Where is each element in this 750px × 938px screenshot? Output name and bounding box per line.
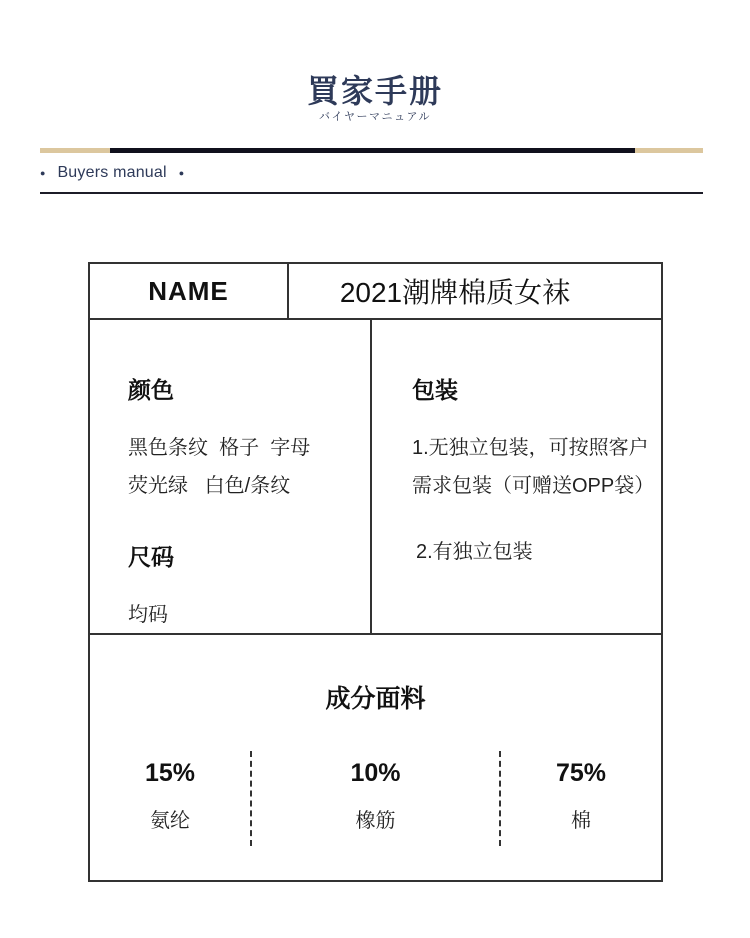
bar-tan-left-segment <box>40 148 110 153</box>
composition-item-cotton <box>499 751 661 846</box>
composition-percent: 75% <box>555 759 607 787</box>
packaging-item2: 2.有独立包装 <box>416 541 533 563</box>
composition-percent: 10% <box>350 759 401 787</box>
packaging-heading: 包装 <box>412 377 458 403</box>
composition-item-elastic <box>250 751 499 846</box>
composition-heading: 成分面料 <box>325 685 426 713</box>
composition-columns <box>90 751 661 846</box>
name-row <box>90 264 661 320</box>
color-line-1: 黑色条纹 格子 字母 <box>128 437 311 459</box>
decorative-bar <box>40 148 703 153</box>
bar-tan-right-segment <box>635 148 703 153</box>
bullet-right-icon: ● <box>178 167 185 178</box>
section-label: Buyers manual <box>57 164 167 181</box>
packaging-cell <box>372 320 661 633</box>
color-line-2: 荧光绿 白色/条纹 <box>128 475 291 497</box>
bullet-left-icon: ● <box>40 167 46 178</box>
page-title: 買家手册 <box>306 73 443 109</box>
name-label-cell: NAME <box>90 264 289 318</box>
section-label-row <box>40 164 184 182</box>
composition-label: 橡筋 <box>355 810 396 832</box>
composition-label: 棉 <box>571 810 591 832</box>
packaging-item1-line2: 需求包装（可赠送OPP袋） <box>412 475 655 497</box>
color-size-cell <box>90 320 372 633</box>
composition-row <box>90 635 661 880</box>
detail-row <box>90 320 661 635</box>
composition-item-spandex <box>90 751 250 846</box>
size-heading: 尺码 <box>128 544 174 570</box>
product-name-cell: 2021潮牌棉质女袜 <box>339 277 571 308</box>
packaging-item1-line1: 1.无独立包装，可按照客户 <box>412 437 649 459</box>
color-heading: 颜色 <box>128 377 174 403</box>
size-value: 均码 <box>128 604 168 626</box>
page-subtitle: バイヤーマニュアル <box>318 111 432 123</box>
composition-percent: 15% <box>144 759 196 787</box>
bar-dark-segment <box>110 148 635 153</box>
product-spec-table <box>88 262 663 882</box>
horizontal-rule <box>40 192 703 194</box>
composition-label: 氨纶 <box>150 810 190 832</box>
